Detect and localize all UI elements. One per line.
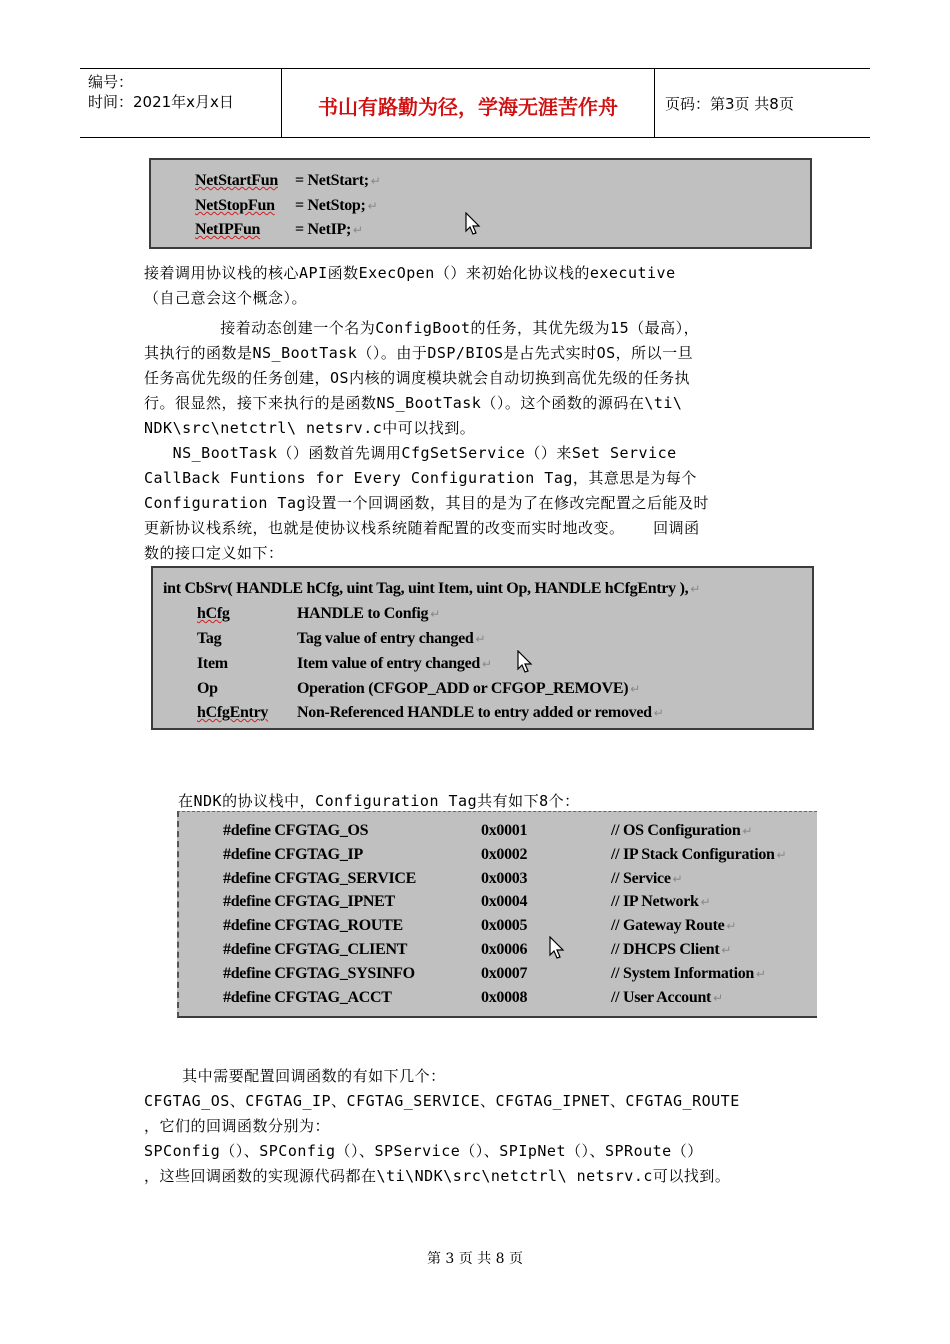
define-value: 0x0002	[481, 846, 528, 863]
param-name: Item	[197, 655, 228, 672]
paragraph-line: 其执行的函数是NS_BootTask（）。由于DSP/BIOS是占先式实时OS，所以一旦	[144, 344, 694, 362]
paragraph-line: 数的接口定义如下：	[144, 544, 284, 562]
paragraph-line: Configuration Tag设置一个回调函数，其目的是为了在修改完配置之后能及时	[144, 494, 710, 512]
paragraph-line: 更新协议栈系统，也就是使协议栈系统随着配置的改变而实时地改变。 回调函	[144, 519, 700, 537]
code-box-callback-signature	[151, 566, 814, 730]
paragraph-line: NDK\src\netctrl\ netsrv.c中可以找到。	[144, 419, 476, 437]
code-line: NetIPFun	[195, 221, 261, 238]
define-comment: // User Account ↵	[611, 989, 723, 1006]
mouse-pointer-icon	[517, 650, 533, 674]
page-header	[80, 68, 870, 138]
define-value: 0x0007	[481, 965, 528, 982]
param-name: hCfg	[197, 605, 230, 622]
code-line-value: = NetStop; ↵	[295, 197, 378, 214]
define-name: #define CFGTAG_IPNET	[223, 893, 395, 910]
param-desc: Non-Referenced HANDLE to entry added or removed ↵	[297, 704, 664, 721]
paragraph-line: CallBack Funtions for Every Configuration Tag，其意思是为每个	[144, 469, 697, 487]
paragraph-line: 任务高优先级的任务创建，OS内核的调度模块就会自动切换到高优先级的任务执	[144, 369, 691, 387]
code-box-config-tags	[177, 811, 817, 1018]
motto: 书山有路勤为径，学海无涯苦作舟	[318, 95, 618, 119]
param-desc: Item value of entry changed ↵	[297, 655, 492, 672]
define-name: #define CFGTAG_OS	[223, 822, 369, 839]
define-name: #define CFGTAG_CLIENT	[223, 941, 408, 958]
param-name: Op	[197, 680, 218, 697]
param-desc: Tag value of entry changed ↵	[297, 630, 486, 647]
param-desc: Operation (CFGOP_ADD or CFGOP_REMOVE) ↵	[297, 680, 641, 697]
header-motto-cell	[282, 69, 655, 137]
date-line: 时间：2021年x月x日	[88, 93, 234, 111]
closing-line: ，它们的回调函数分别为：	[144, 1117, 331, 1135]
header-meta-cell	[80, 69, 282, 137]
code-line-value: = NetStart; ↵	[295, 172, 381, 189]
define-name: #define CFGTAG_SERVICE	[223, 870, 417, 887]
callback-signature: int CbSrv( HANDLE hCfg, uint Tag, uint Item, uint Op, HANDLE hCfgEntry ), ↵	[163, 580, 701, 597]
define-value: 0x0008	[481, 989, 528, 1006]
mouse-pointer-icon	[549, 936, 565, 960]
define-comment: // OS Configuration ↵	[611, 822, 753, 839]
define-value: 0x0003	[481, 870, 528, 887]
define-comment: // IP Network ↵	[611, 893, 711, 910]
paragraph-line: （自己意会这个概念）。	[144, 289, 308, 307]
header-page-cell	[655, 69, 870, 137]
define-comment: // Gateway Route ↵	[611, 917, 737, 934]
define-value: 0x0006	[481, 941, 528, 958]
closing-line: 其中需要配置回调函数的有如下几个：	[144, 1067, 446, 1085]
closing-line: ，这些回调函数的实现源代码都在\ti\NDK\src\netctrl\ netsrv.c可以找到。	[144, 1167, 731, 1185]
paragraph-line: 行。很显然，接下来执行的是函数NS_BootTask（）。这个函数的源码在\ti\	[144, 394, 683, 412]
paragraph-line: 接着调用协议栈的核心API函数ExecOpen（）来初始化协议栈的executive	[144, 264, 676, 282]
closing-line: SPConfig（）、SPConfig（）、SPService（）、SPIpNet（）、SPRoute（）	[144, 1142, 703, 1160]
paragraph-line: NS_BootTask（）函数首先调用CfgSetService（）来Set Service	[144, 444, 677, 462]
define-comment: // IP Stack Configuration ↵	[611, 846, 787, 863]
page-footer: 第 3 页 共 8 页	[426, 1251, 524, 1267]
define-comment: // DHCPS Client ↵	[611, 941, 732, 958]
param-name: hCfgEntry	[197, 704, 269, 721]
mouse-pointer-icon	[465, 212, 481, 236]
tags-intro: 在NDK的协议栈中，Configuration Tag共有如下8个：	[178, 792, 580, 810]
code-box-net-functions	[149, 158, 812, 249]
closing-line: CFGTAG_OS、CFGTAG_IP、CFGTAG_SERVICE、CFGTAG_IPNET、CFGTAG_ROUTE	[144, 1092, 740, 1110]
number-label: 编号：	[88, 73, 134, 91]
define-name: #define CFGTAG_SYSINFO	[223, 965, 415, 982]
define-comment: // Service ↵	[611, 870, 683, 887]
define-name: #define CFGTAG_IP	[223, 846, 363, 863]
define-name: #define CFGTAG_ACCT	[223, 989, 392, 1006]
define-comment: // System Information ↵	[611, 965, 766, 982]
define-value: 0x0005	[481, 917, 528, 934]
define-value: 0x0001	[481, 822, 528, 839]
define-value: 0x0004	[481, 893, 528, 910]
code-line: NetStopFun	[195, 197, 275, 214]
define-name: #define CFGTAG_ROUTE	[223, 917, 403, 934]
paragraph-line: 接着动态创建一个名为ConfigBoot的任务，其优先级为15（最高），	[144, 319, 700, 337]
page-info: 页码：第3页 共8页	[665, 95, 794, 113]
param-name: Tag	[197, 630, 222, 647]
code-line: NetStartFun	[195, 172, 278, 189]
param-desc: HANDLE to Config ↵	[297, 605, 440, 622]
code-line-value: = NetIP; ↵	[295, 221, 363, 238]
